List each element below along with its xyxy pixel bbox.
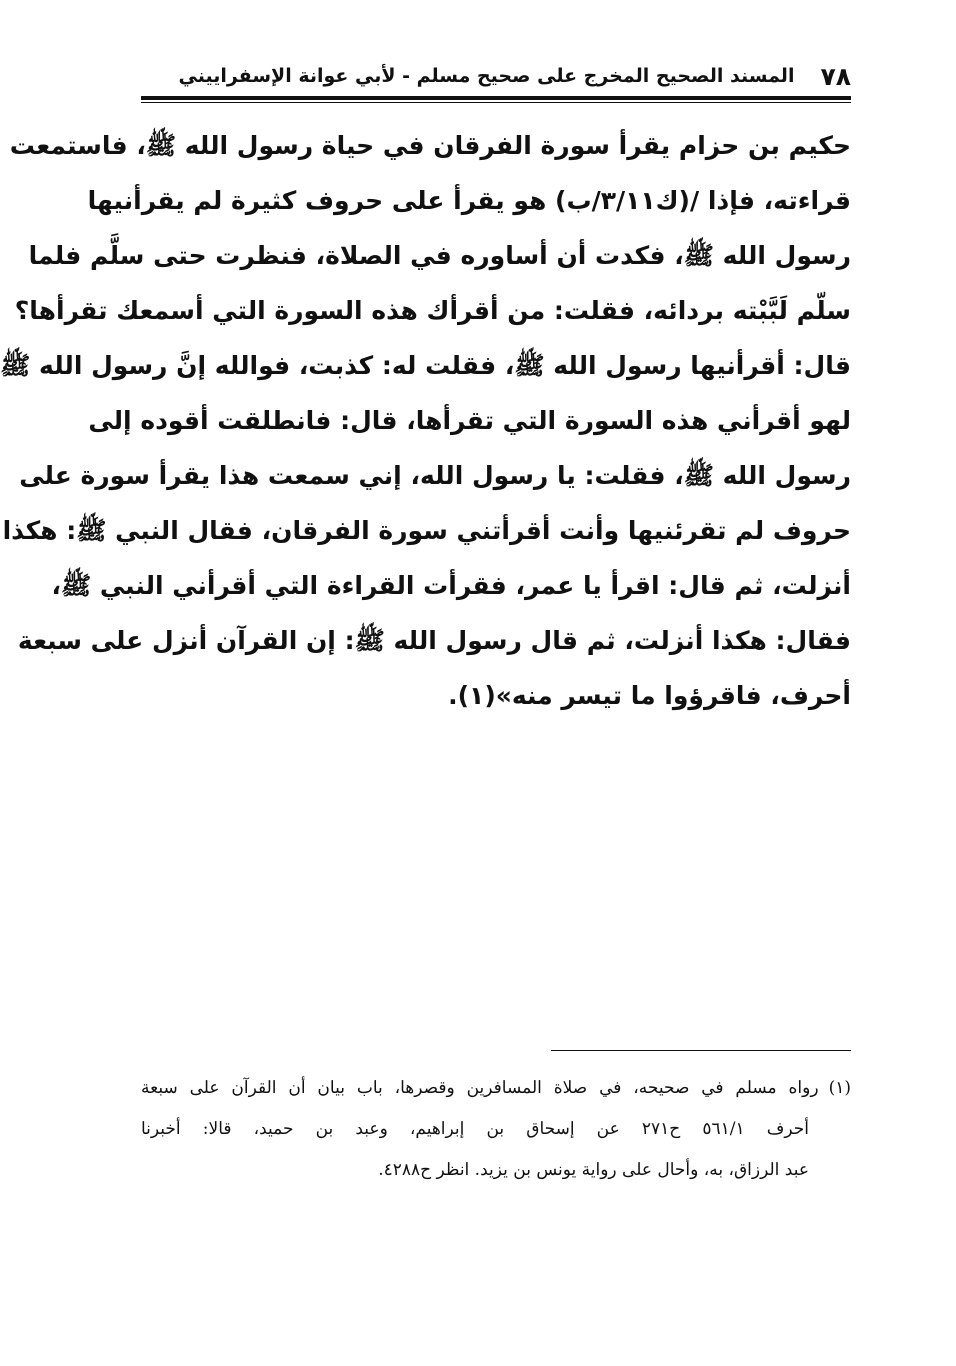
footnote-line-1 (141, 1068, 851, 1109)
running-title: المسند الصحيح المخرج على صحيح مسلم - لأبي عوانة الإسفراييني (178, 65, 795, 87)
page-number: ٧٨ (820, 61, 851, 91)
text-line-9: أنزلت، ثم قال: اقرأ يا عمر، فقرأت القراءة التي أقرأني النبي ﷺ، (51, 571, 851, 600)
footnotes (141, 1068, 851, 1191)
main-text (0, 118, 851, 723)
text-line-5: قال: أقرأنيها رسول الله ﷺ، فقلت له: كذبت، فوالله إنَّ رسول الله ﷺ (0, 351, 851, 380)
text-line-4: سلّم لَبَّبْته بردائه، فقلت: من أقرأك هذه السورة التي أسمعك تقرأها؟ (14, 296, 851, 325)
footnote-line-2: أحرف ٥٦١/١ ح٢٧١ عن إسحاق بن إبراهيم، وعبد بن حميد، قالا: أخبرنا (141, 1119, 809, 1139)
text-line-2: قراءته، فإذا /(ك٣/١١/ب) هو يقرأ على حروف كثيرة لم يقرأنيها (87, 186, 851, 215)
footnote-line-1-text: رواه مسلم في صحيحه، في صلاة المسافرين وقصرها، باب بيان أن القرآن على سبعة (141, 1078, 819, 1098)
running-header (141, 58, 851, 94)
header-rule-thick (141, 96, 851, 100)
text-line-11: أحرف، فاقرؤوا ما تيسر منه»(١). (448, 681, 851, 710)
footnote-1 (141, 1068, 851, 1191)
text-line-10: فقال: هكذا أنزلت، ثم قال رسول الله ﷺ: إن القرآن أنزل على سبعة (17, 626, 851, 655)
text-line-1: حكيم بن حزام يقرأ سورة الفرقان في حياة رسول الله ﷺ، فاستمعت (9, 131, 851, 160)
header-rule (141, 96, 851, 104)
text-line-3: رسول الله ﷺ، فكدت أن أساوره في الصلاة، فنظرت حتى سلَّم فلما (28, 241, 851, 270)
header-rule-thin (141, 102, 851, 103)
text-line-6: لهو أقرأني هذه السورة التي تقرأها، قال: فانطلقت أقوده إلى (88, 406, 851, 435)
text-line-7: رسول الله ﷺ، فقلت: يا رسول الله، إني سمعت هذا يقرأ سورة على (19, 461, 851, 490)
footnote-line-3: عبد الرزاق، به، وأحال على رواية يونس بن يزيد. انظر ح٤٢٨٨. (378, 1160, 809, 1180)
text-line-8: حروف لم تقرئنيها وأنت أقرأتني سورة الفرقان، فقال النبي ﷺ: هكذا (2, 516, 851, 545)
footnote-separator (551, 1050, 851, 1051)
footnote-marker: (١) (828, 1078, 851, 1098)
